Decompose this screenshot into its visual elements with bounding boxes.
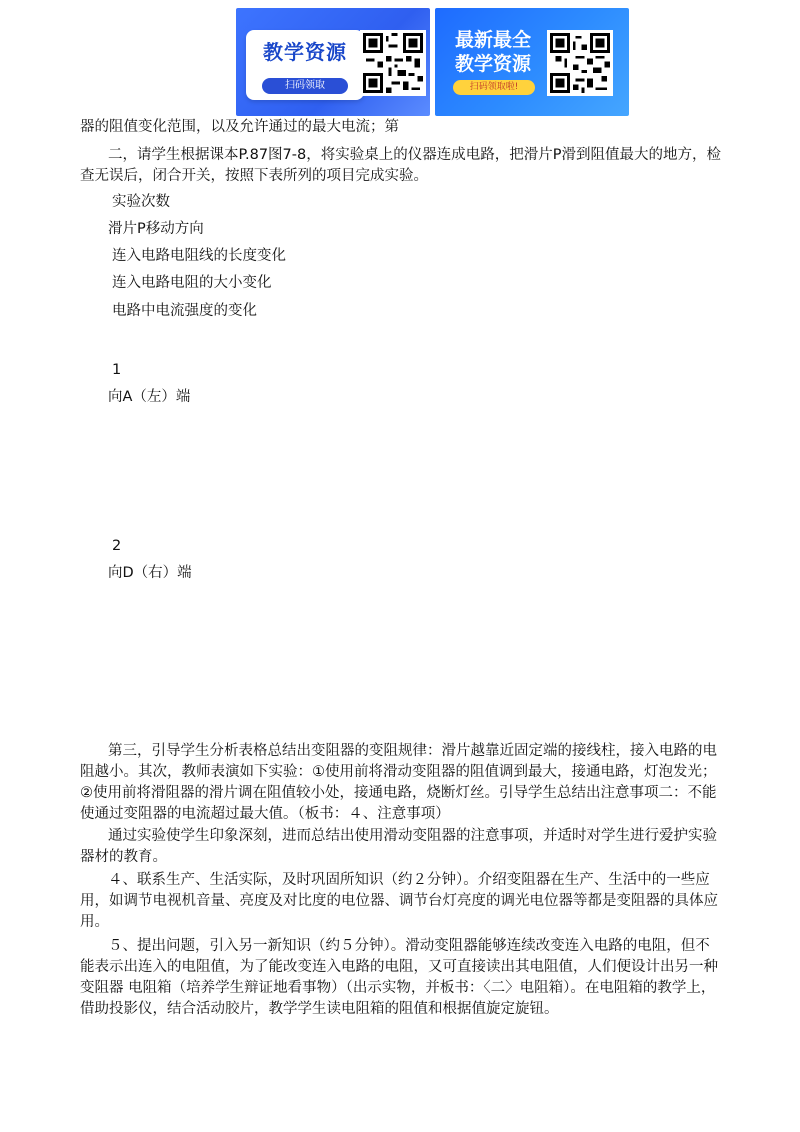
table-row-direction: 向D（右）端 [108,565,192,581]
qr-code-icon [360,30,426,96]
text-line-continued: 器的阻值变化范围，以及允许通过的最大电流；第 [80,119,399,135]
paragraph-step-five: ５、提出问题，引入另一新知识（约５分钟）。滑动变阻器能够连续改变连入电路的电阻，但不能表示出连入的电阻值，为了能改变连入电路的电阻，又可直接读出其电阻值，人们便设计出另一种变阻器 电阻箱（培养学生辩证地看事物）（出示实物，并板书：〈二〉电阻箱）。在电阻箱的教学上，借助投影仪，结合活动胶片，教学学生读电阻箱的阻值和根据值旋定旋钮。 [80,938,718,1017]
ad-banner-left[interactable] [236,8,430,116]
paragraph-third: 第三，引导学生分析表格总结出变阻器的变阻规律：滑片越靠近固定端的接线柱，接入电路的电阻越小。其次，教师表演如下实验：①使用前将滑动变阻器的阻值调到最大，接通电路，灯泡发光；②使用前将滑阻器的滑片调在阻值较小处，接通电路，烧断灯丝。引导学生总结出注意事项二：不能使通过变阻器的电流超过最大值。（板书：４、注意事项） [80,743,717,822]
banner-left-title: 教学资源 [263,40,347,64]
paragraph-summary: 通过实验使学生印象深刻，进而总结出使用滑动变阻器的注意事项，并适时对学生进行爱护实验器材的教育。 [80,828,717,865]
banner-right-title [447,28,539,76]
table-header-resistance: 连入电路电阻的大小变化 [112,275,272,291]
banner-right-title-line1: 最新最全 [454,29,531,51]
scan-now-button[interactable]: 扫码领取啦! [453,80,535,95]
scan-button[interactable]: 扫码领取 [262,78,348,94]
table-header-current: 电路中电流强度的变化 [112,303,257,319]
qr-code-icon [547,30,613,96]
table-header-slider-direction: 滑片P移动方向 [108,221,204,237]
banner-right-title-line2: 教学资源 [454,53,531,75]
paragraph-step-two: 二，请学生根据课本P.87图7-8，将实验桌上的仪器连成电路，把滑片P滑到阻值最大的地方，检查无误后，闭合开关，按照下表所列的项目完成实验。 [80,147,721,184]
table-header-wire-length: 连入电路电阻线的长度变化 [112,248,286,264]
ad-banner-right[interactable] [435,8,629,116]
paragraph-step-four: ４、联系生产、生活实际，及时巩固所知识（约２分钟）。介绍变阻器在生产、生活中的一些应用，如调节电视机音量、亮度及对比度的电位器、调节台灯亮度的调光电位器等都是变阻器的具体应用。 [80,872,718,930]
table-row-direction: 向A（左）端 [108,389,191,405]
table-row-index: 2 [112,538,122,554]
table-row-index: 1 [112,362,122,378]
table-header-trial-count: 实验次数 [112,194,170,210]
